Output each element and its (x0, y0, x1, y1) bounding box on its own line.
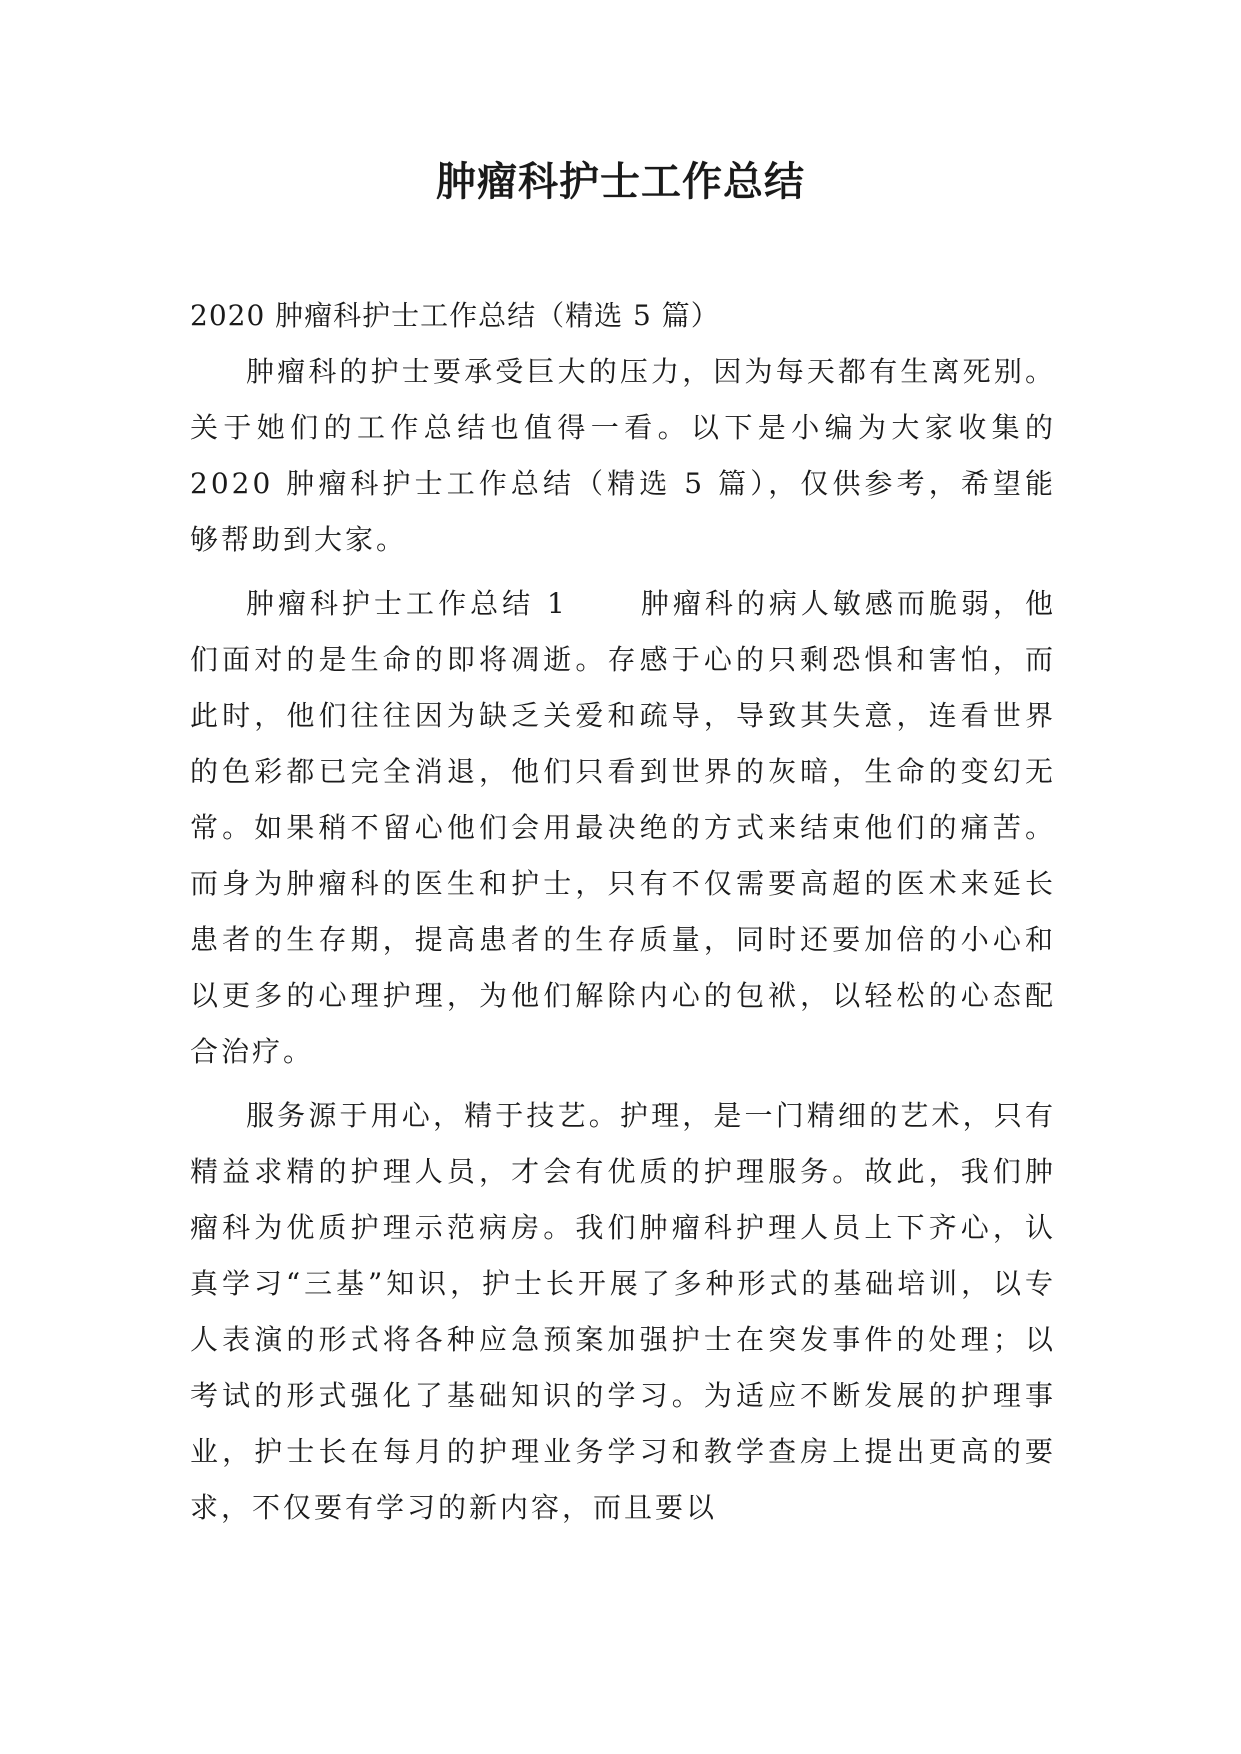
section-1-text: 肿瘤科的病人敏感而脆弱，他们面对的是生命的即将凋逝。存感于心的只剩恐惧和害怕，而此时，他们往往因为缺乏关爱和疏导，导致其失意，连看世界的色彩都已完全消退，他们只看到世界的灰暗，生命的变幻无常。如果稍不留心他们会用最决绝的方式来结束他们的痛苦。而身为肿瘤科的医生和护士，只有不仅需要高超的医术来延长患者的生存期，提高患者的生存质量，同时还要加倍的小心和以更多的心理护理，为他们解除内心的包袱，以轻松的心态配合治疗。 (190, 587, 1056, 1068)
intro-paragraph: 肿瘤科的护士要承受巨大的压力，因为每天都有生离死别。关于她们的工作总结也值得一看。以下是小编为大家收集的 2020 肿瘤科护士工作总结（精选 5 篇），仅供参考，希望能够帮助到大家。 (190, 355, 1056, 556)
paragraph-3: 服务源于用心，精于技艺。护理，是一门精细的艺术，只有精益求精的护理人员，才会有优质的护理服务。故此，我们肿瘤科为优质护理示范病房。我们肿瘤科护理人员上下齐心，认真学习“三基”知识，护士长开展了多种形式的基础培训，以专人表演的形式将各种应急预案加强护士在突发事件的处理；以考试的形式强化了基础知识的学习。为适应不断发展的护理事业，护士长在每月的护理业务学习和教学查房上提出更高的要求，不仅要有学习的新内容，而且要以 (190, 1099, 1056, 1524)
section-1-paragraph (190, 576, 1056, 1080)
document-body (190, 288, 1056, 1536)
section-1-heading: 肿瘤科护士工作总结 1 (246, 587, 568, 620)
document-title: 肿瘤科护士工作总结 (436, 159, 805, 205)
document-subtitle: 2020 肿瘤科护士工作总结（精选 5 篇） (190, 299, 720, 332)
